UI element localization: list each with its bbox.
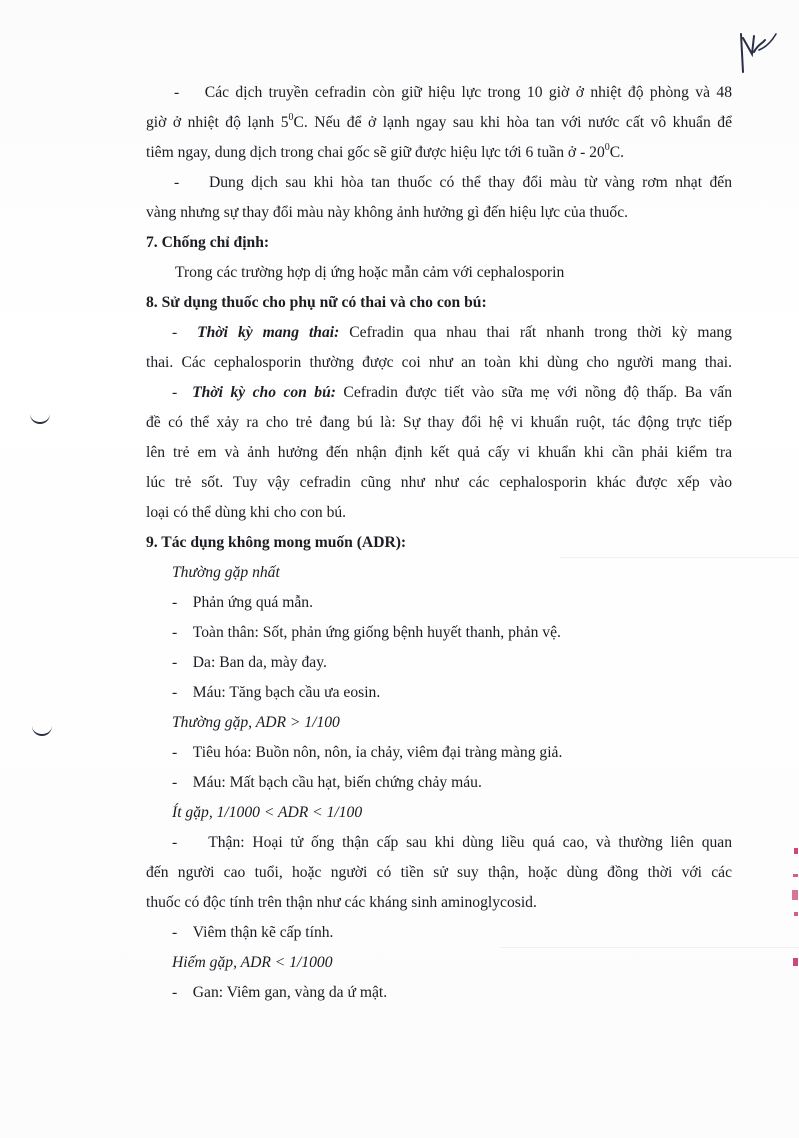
section-heading-contraindications: 7. Chống chỉ định: [146, 234, 270, 251]
text-line: thuốc có độc tính trên thận như các kháng sinh aminoglycosid. [146, 894, 537, 911]
edge-ink-marks [791, 840, 799, 980]
text-line: - Toàn thân: Sốt, phản ứng giống bệnh huyết thanh, phản vệ. [172, 624, 561, 641]
section-heading-pregnancy: 8. Sử dụng thuốc cho phụ nữ có thai và cho con bú: [146, 294, 487, 311]
frequency-subheading: Thường gặp, ADR > 1/100 [172, 714, 340, 731]
scan-fold-line [500, 947, 799, 948]
text-line: Trong các trường hợp dị ứng hoặc mẫn cảm với cephalosporin [175, 264, 565, 281]
text-line: thai. Các cephalosporin thường được coi như an toàn khi dùng cho người mang thai. [146, 354, 732, 371]
text-line: - Dung dịch sau khi hòa tan thuốc có thể thay đổi màu từ vàng rơm nhạt đến [174, 174, 733, 191]
bullet-dash: - [172, 594, 178, 611]
text-line: vàng nhưng sự thay đổi màu này không ảnh hưởng gì đến hiệu lực của thuốc. [146, 204, 629, 221]
bullet-dash: - [172, 744, 178, 761]
frequency-subheading: Thường gặp nhất [172, 564, 280, 581]
text-line: - Tiêu hóa: Buồn nôn, nôn, ỉa chảy, viêm đại tràng màng giả. [172, 744, 563, 761]
bullet-dash: - [172, 624, 178, 641]
punch-hole-mark [32, 722, 52, 736]
bullet-dash: - [172, 774, 178, 791]
bullet-dash: - [172, 984, 178, 1001]
text-line: - Máu: Tăng bạch cầu ưa eosin. [172, 684, 381, 701]
text-line: đến người cao tuổi, hoặc người có tiền sử suy thận, hoặc dùng đồng thời với các [146, 864, 732, 881]
text-line: loại có thể dùng khi cho con bú. [146, 504, 347, 521]
bullet-dash: - [174, 84, 180, 101]
bullet-dash: - [172, 384, 178, 401]
handwritten-initial-mark [732, 22, 788, 78]
text-line: - Da: Ban da, mày đay. [172, 654, 327, 671]
text-line: - Viêm thận kẽ cấp tính. [172, 924, 334, 941]
text-line: - Thận: Hoại tử ống thận cấp sau khi dùng liều quá cao, và thường liên quan [172, 834, 733, 851]
text-line: - Thời kỳ cho con bú: Cefradin được tiết vào sữa mẹ với nồng độ thấp. Ba vấn [172, 384, 732, 401]
text-line: giờ ở nhiệt độ lạnh $5^0C$. Nếu để ở lạnh ngay sau khi hòa tan với nước cất vô khuẩn để [146, 111, 732, 131]
text-line: lên trẻ em và ảnh hưởng đến nhận định kết quả cấy vi khuẩn khi cần phải kiểm tra [146, 444, 732, 461]
bullet-dash: - [172, 834, 178, 851]
text-line: lúc trẻ sốt. Tuy vậy cefradin cũng như như các cephalosporin khác được xếp vào [146, 474, 732, 491]
scan-fold-line [560, 557, 799, 558]
text-line: - Gan: Viêm gan, vàng da ứ mật. [172, 984, 388, 1001]
text-line: - Các dịch truyền cefradin còn giữ hiệu lực trong 10 giờ ở nhiệt độ phòng và 48 [174, 84, 733, 101]
text-line: tiêm ngay, dung dịch trong chai gốc sẽ giữ được hiệu lực tới 6 tuần ở - $20^0C$. [146, 141, 625, 161]
text-line: đề có thể xảy ra cho trẻ đang bú là: Sự thay đổi hệ vi khuẩn ruột, tác động trực tiếp [146, 414, 732, 431]
frequency-subheading: Hiếm gặp, ADR < 1/1000 [172, 954, 333, 971]
bullet-dash: - [172, 684, 178, 701]
bullet-dash: - [172, 654, 178, 671]
frequency-subheading: Ít gặp, 1/1000 < ADR < 1/100 [172, 804, 363, 821]
punch-hole-mark [30, 410, 50, 424]
bullet-dash: - [172, 924, 178, 941]
bullet-dash: - [174, 174, 180, 191]
text-line: - Máu: Mất bạch cầu hạt, biến chứng chảy máu. [172, 774, 482, 791]
text-line: - Phản ứng quá mẫn. [172, 594, 313, 611]
section-heading-adverse-reactions: 9. Tác dụng không mong muốn (ADR): [146, 534, 407, 551]
text-line: - Thời kỳ mang thai: Cefradin qua nhau thai rất nhanh trong thời kỳ mang [172, 324, 732, 341]
bullet-dash: - [172, 324, 178, 341]
